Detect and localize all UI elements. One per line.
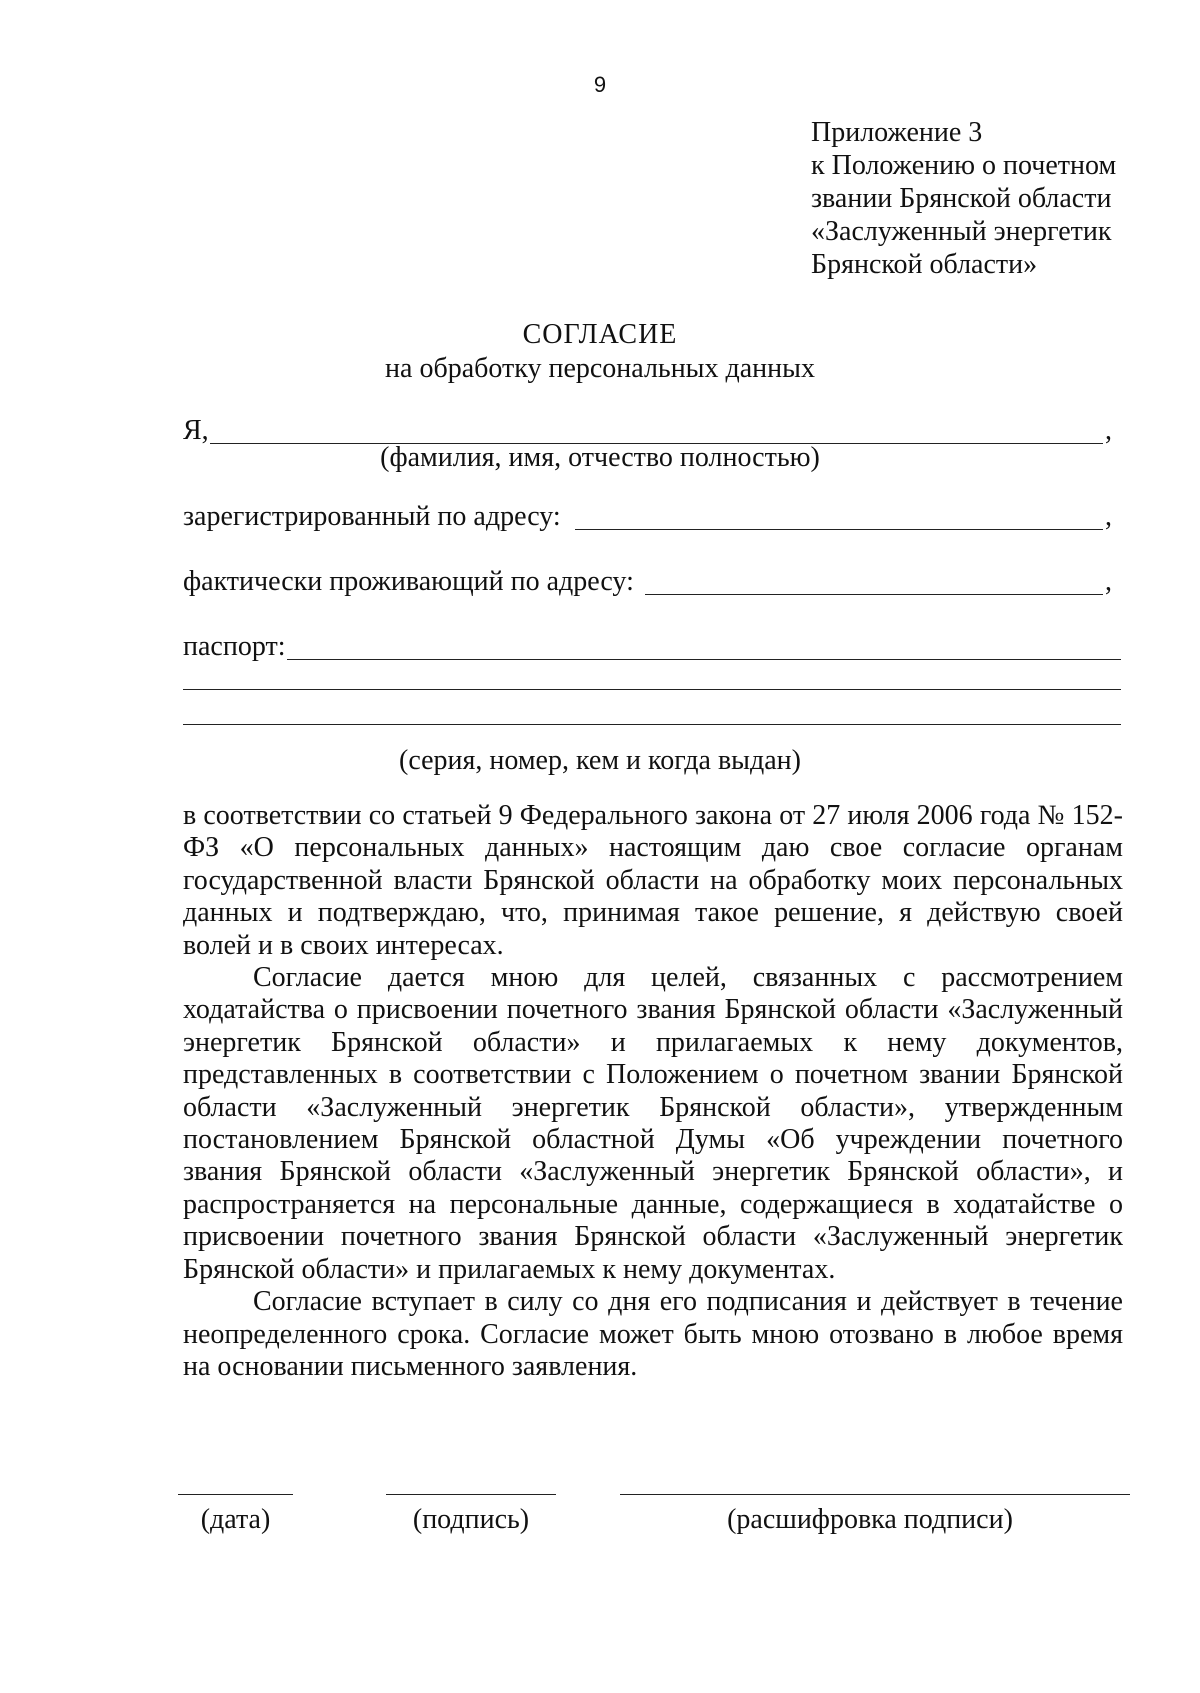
signature-field-line[interactable]	[386, 1494, 556, 1495]
document-title: СОГЛАСИЕ	[522, 319, 678, 350]
date-field-line[interactable]	[178, 1494, 293, 1495]
document-subtitle: на обработку персональных данных	[385, 353, 815, 384]
consent-body	[183, 800, 1123, 1383]
actual-address-label: фактически проживающий по адресу:	[183, 566, 634, 597]
date-label: (дата)	[200, 1504, 271, 1535]
actual-address-comma: ,	[1105, 566, 1112, 597]
passport-field-line[interactable]	[287, 659, 1121, 660]
appendix-line: Приложение 3	[811, 117, 983, 148]
name-caption: (фамилия, имя, отчество полностью)	[380, 442, 820, 473]
body-paragraph: в соответствии со статьей 9 Федерального закона от 27 июля 2006 года № 152-ФЗ «О персональных данных» настоящим даю свое согласие органам государственной власти Брянской области на обработку моих персональных данных и подтверждаю, что, принимая такое решение, я действую своей волей и в своих интересах.	[183, 800, 1123, 961]
body-paragraph: Согласие вступает в силу со дня его подписания и действует в течение неопределенного срока. Согласие может быть мною отозвано в любое время на основании письменного заявления.	[183, 1286, 1123, 1382]
appendix-header	[811, 116, 1171, 281]
page-number: 9	[593, 72, 607, 97]
signature-decoding-field-line[interactable]	[620, 1494, 1130, 1495]
name-comma: ,	[1105, 415, 1112, 446]
appendix-line: Брянской области»	[811, 249, 1038, 280]
registered-address-row	[183, 500, 1123, 534]
registered-address-label: зарегистрированный по адресу:	[183, 501, 561, 532]
actual-address-field-line[interactable]	[645, 594, 1103, 595]
passport-extra-line[interactable]	[183, 724, 1121, 725]
actual-address-row	[183, 565, 1123, 599]
appendix-line: звании Брянской области	[811, 183, 1112, 214]
name-label: Я,	[183, 415, 209, 446]
passport-label: паспорт:	[183, 631, 286, 662]
body-paragraph: Согласие дается мною для целей, связанных с рассмотрением ходатайства о присвоении почетного звания Брянской области «Заслуженный энергетик Брянской области» и прилагаемых к нему документов, представленных в соответствии с Положением о почетном звании Брянской области «Заслуженный энергетик Брянской области», утвержденным постановлением Брянской областной Думы «Об учреждении почетного звания Брянской области «Заслуженный энергетик Брянской области», и распространяется на персональные данные, содержащиеся в ходатайстве о присвоении почетного звания Брянской области «Заслуженный энергетик Брянской области» и прилагаемых к нему документах.	[183, 962, 1123, 1285]
registered-address-comma: ,	[1105, 501, 1112, 532]
passport-extra-line[interactable]	[183, 689, 1121, 690]
appendix-line: «Заслуженный энергетик	[811, 216, 1112, 247]
passport-row	[183, 630, 1123, 664]
appendix-line: к Положению о почетном	[811, 150, 1117, 181]
signature-label: (подпись)	[412, 1504, 530, 1535]
registered-address-field-line[interactable]	[575, 529, 1103, 530]
passport-caption: (серия, номер, кем и когда выдан)	[399, 745, 801, 776]
signature-decoding-label: (расшифровка подписи)	[727, 1504, 1013, 1535]
